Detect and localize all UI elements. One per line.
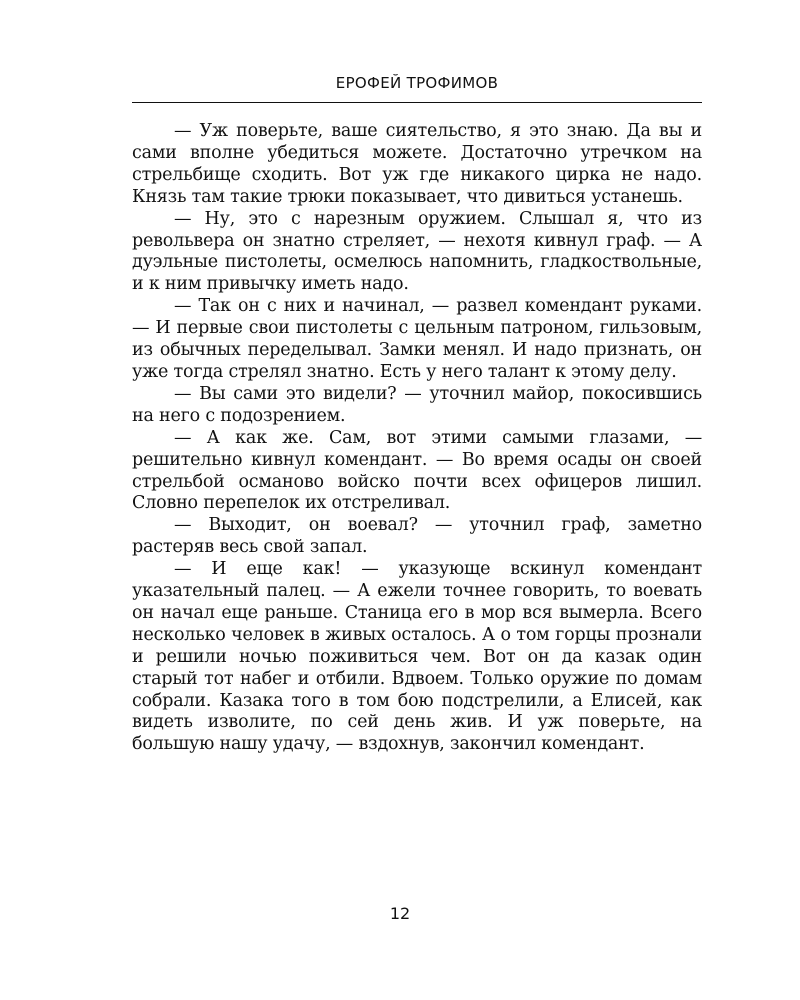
paragraph: — И еще как! — указующе вскинул комендант указательный палец. — А ежели точнее говорить, то воевать он начал еще раньше. Станица его в мор вся вымерла. Всего несколько человек в живых осталось. А о том горцы прознали и решили ночью поживиться чем. Вот он да казак один старый тот набег и отбили. Вдвоем. Только оружие по домам собрали. Казака того в том бою подстрелили, а Елисей, как видеть изволите, по сей день жив. И уж поверьте, на большую нашу удачу, — вздохнув, закончил комендант.	[132, 559, 702, 755]
paragraph: — Ну, это с нарезным оружием. Слышал я, что из револьвера он знатно стреляет, — нехотя кивнул граф. — А дуэльные пистолеты, осмелюсь напомнить, гладкоствольные, и к ним привычку иметь надо.	[132, 208, 702, 295]
paragraph: — Выходит, он воевал? — уточнил граф, заметно растеряв весь свой запал.	[132, 515, 702, 558]
paragraph: — А как же. Сам, вот этими самыми глазами, — решительно кивнул комендант. — Во время осады он своей стрельбой османово войско почти всех офицеров лишил. Словно перепелок их отстреливал.	[132, 427, 702, 514]
paragraph: — Вы сами это видели? — уточнил майор, покосившись на него с подозрением.	[132, 383, 702, 426]
body-text	[132, 121, 702, 756]
running-header: ЕРОФЕЙ ТРОФИМОВ	[335, 74, 499, 92]
paragraph: — Так он с них и начинал, — развел комендант руками. — И первые свои пистолеты с цельным патроном, гильзовым, из обычных переделывал. Замки менял. И надо признать, он уже тогда стрелял знатно. Есть у него талант к этому делу.	[132, 296, 702, 382]
paragraph: — Уж поверьте, ваше сиятельство, я это знаю. Да вы и сами вполне убедиться можете. Достаточно утречком на стрельбище сходить. Вот уж где никакого цирка не надо. Князь там такие трюки показывает, что дивиться устанешь.	[132, 121, 702, 207]
header-rule	[132, 102, 702, 103]
page-number: 12	[389, 904, 411, 923]
